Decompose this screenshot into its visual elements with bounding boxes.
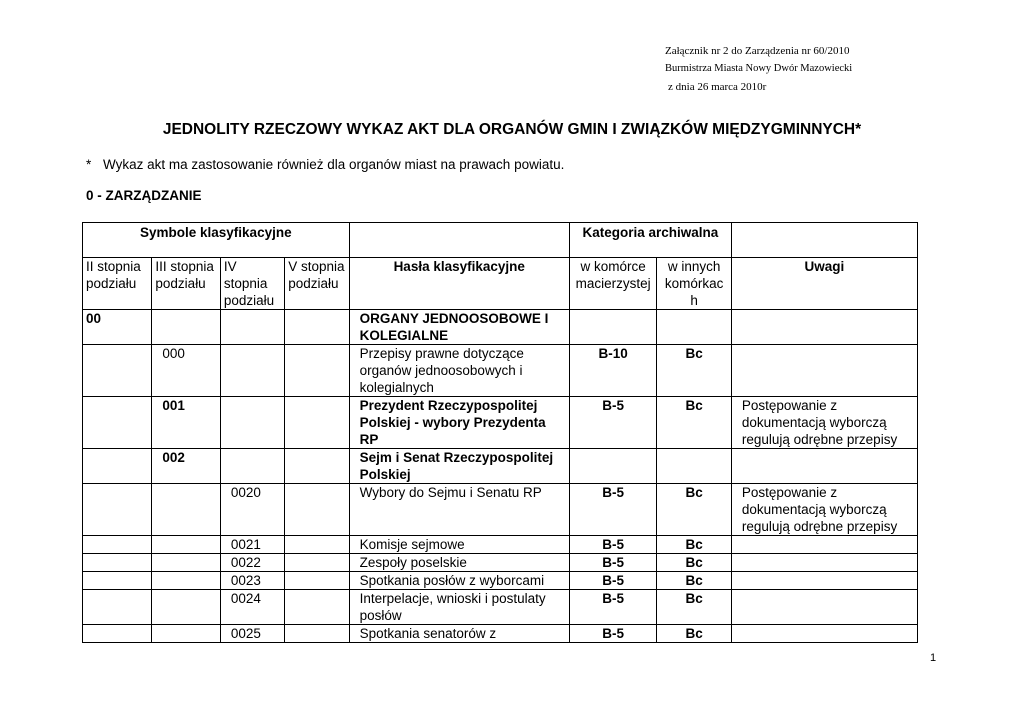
cell-category-main: B-5 [569,590,657,625]
cell-entry: Wybory do Sejmu i Senatu RP [349,484,569,536]
cell-level-4: 0021 [220,536,284,554]
footnote-text: Wykaz akt ma zastosowanie również dla organów miast na prawach powiatu. [103,157,565,172]
cell-remarks [731,449,917,484]
cell-level-5 [285,449,349,484]
cell-category-other: Bc [657,484,731,536]
cell-remarks [731,625,917,643]
table-row [83,572,918,590]
cell-category-other [657,310,731,345]
cell-entry: Zespoły poselskie [349,554,569,572]
cell-entry: Spotkania posłów z wyborcami [349,572,569,590]
cell-level-4 [220,310,284,345]
table-row [83,397,918,449]
cell-remarks [731,572,917,590]
cell-level-4 [220,397,284,449]
cell-category-main: B-5 [569,572,657,590]
cell-level-2 [83,572,152,590]
header-level-4: IV stopnia podziału [220,258,284,310]
table-row [83,536,918,554]
cell-category-main: B-5 [569,397,657,449]
classification-table [82,222,918,643]
cell-entry: Przepisy prawne dotyczące organów jednoosobowych i kolegialnych [349,345,569,397]
table-row [83,554,918,572]
header-level-2: II stopnia podziału [83,258,152,310]
header-remarks: Uwagi [731,258,917,310]
cell-entry: Interpelacje, wnioski i postulaty posłów [349,590,569,625]
cell-level-4 [220,345,284,397]
section-heading: 0 - ZARZĄDZANIE [86,188,202,203]
cell-level-4: 0020 [220,484,284,536]
cell-remarks [731,590,917,625]
cell-level-5 [285,625,349,643]
cell-level-5 [285,310,349,345]
cell-level-3 [152,590,220,625]
cell-category-main [569,310,657,345]
table-header-row-1 [83,223,918,258]
cell-entry: Prezydent Rzeczypospolitej Polskiej - wybory Prezydenta RP [349,397,569,449]
cell-category-other: Bc [657,554,731,572]
cell-level-2: 00 [83,310,152,345]
cell-entry: ORGANY JEDNOOSOBOWE I KOLEGIALNE [349,310,569,345]
table-row [83,449,918,484]
cell-level-3 [152,484,220,536]
cell-level-4: 0022 [220,554,284,572]
cell-category-main: B-5 [569,554,657,572]
header-category-main: w komórce macierzystej [569,258,657,310]
cell-level-2 [83,345,152,397]
table-row [83,590,918,625]
cell-level-3: 001 [152,397,220,449]
cell-level-2 [83,484,152,536]
header-level-3: III stopnia podziału [152,258,220,310]
cell-remarks [731,345,917,397]
cell-level-3 [152,310,220,345]
cell-level-2 [83,590,152,625]
cell-category-main: B-5 [569,484,657,536]
cell-level-3 [152,625,220,643]
cell-level-5 [285,345,349,397]
table-row [83,625,918,643]
cell-category-other: Bc [657,625,731,643]
cell-category-main: B-10 [569,345,657,397]
cell-category-other: Bc [657,572,731,590]
footnote-note [86,157,564,172]
table-row [83,310,918,345]
cell-remarks [731,310,917,345]
page-number: 1 [930,652,937,664]
cell-level-5 [285,484,349,536]
header-category: Kategoria archiwalna [569,223,731,258]
cell-level-5 [285,590,349,625]
cell-remarks [731,554,917,572]
header-empty-cell [349,223,569,258]
cell-level-5 [285,397,349,449]
cell-category-main: B-5 [569,625,657,643]
cell-level-4: 0025 [220,625,284,643]
cell-entry: Spotkania senatorów z [349,625,569,643]
attachment-line-3: z dnia 26 marca 2010r [668,81,767,93]
cell-remarks [731,536,917,554]
table-row [83,484,918,536]
cell-level-2 [83,397,152,449]
cell-category-other: Bc [657,397,731,449]
cell-level-4 [220,449,284,484]
cell-level-3: 002 [152,449,220,484]
cell-level-5 [285,554,349,572]
cell-level-2 [83,554,152,572]
header-category-other: w innych komórkac h [657,258,731,310]
cell-level-5 [285,572,349,590]
cell-level-5 [285,536,349,554]
cell-category-other: Bc [657,345,731,397]
cell-level-2 [83,536,152,554]
cell-level-4: 0023 [220,572,284,590]
cell-level-2 [83,449,152,484]
attachment-header [665,42,852,96]
table-row [83,345,918,397]
cell-category-other: Bc [657,590,731,625]
attachment-line-2: Burmistrza Miasta Nowy Dwór Mazowiecki [665,63,853,74]
cell-level-2 [83,625,152,643]
header-symbols: Symbole klasyfikacyjne [83,223,350,258]
cell-entry: Sejm i Senat Rzeczypospolitej Polskiej [349,449,569,484]
cell-level-3 [152,536,220,554]
cell-entry: Komisje sejmowe [349,536,569,554]
header-entries: Hasła klasyfikacyjne [349,258,569,310]
cell-category-other [657,449,731,484]
attachment-line-1: Załącznik nr 2 do Zarządzenia nr 60/2010 [665,45,850,57]
cell-level-3: 000 [152,345,220,397]
cell-category-other: Bc [657,536,731,554]
header-empty-cell [731,223,917,258]
cell-level-3 [152,572,220,590]
cell-remarks: Postępowanie z dokumentacją wyborczą regulują odrębne przepisy [731,397,917,449]
footnote-marker: * [86,157,92,172]
header-level-5: V stopnia podziału [285,258,349,310]
cell-remarks: Postępowanie z dokumentacją wyborczą regulują odrębne przepisy [731,484,917,536]
table-header-row-2 [83,258,918,310]
cell-level-4: 0024 [220,590,284,625]
document-title: JEDNOLITY RZECZOWY WYKAZ AKT DLA ORGANÓW GMIN I ZWIĄZKÓW MIĘDZYGMINNYCH* [162,121,862,138]
cell-level-3 [152,554,220,572]
cell-category-main [569,449,657,484]
cell-category-main: B-5 [569,536,657,554]
